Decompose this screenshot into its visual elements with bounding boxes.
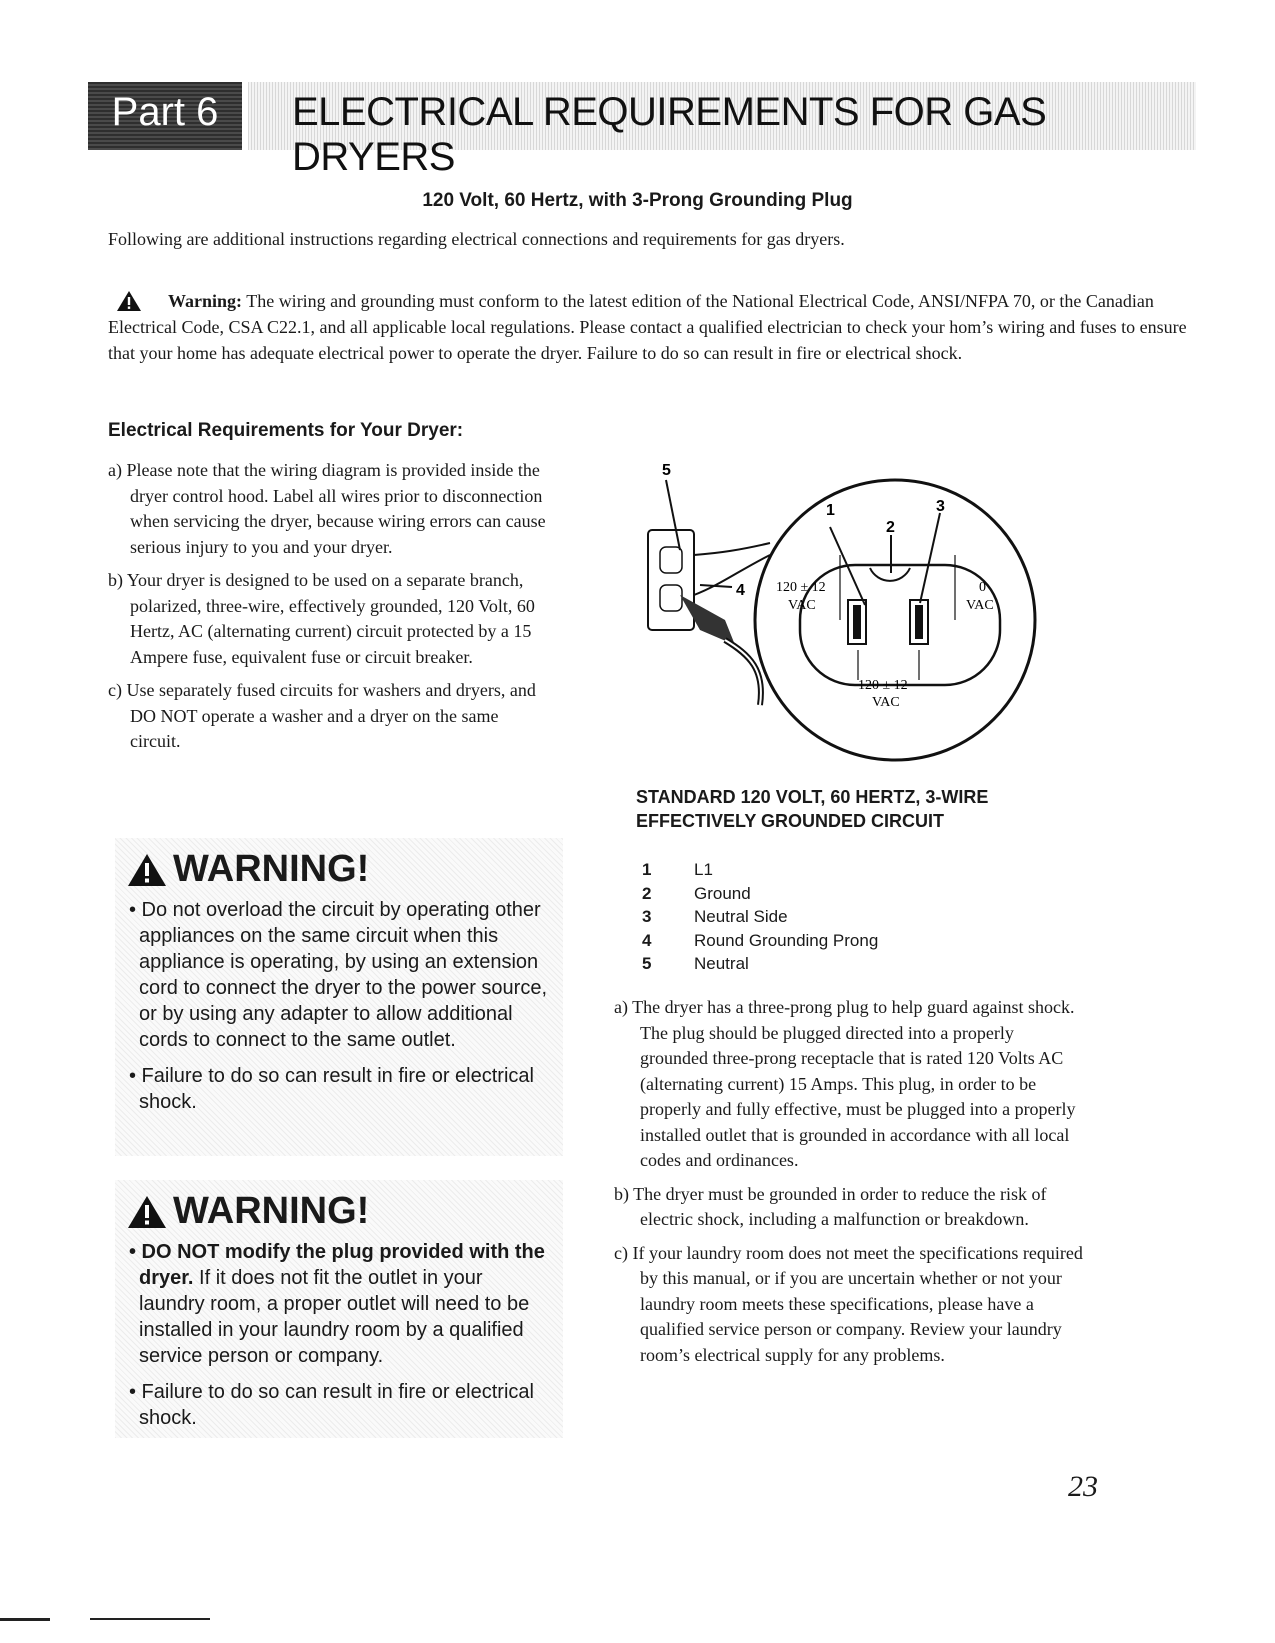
warning-triangle-icon [127, 1195, 167, 1229]
callout-3: 3 [936, 498, 945, 515]
legend-number: 2 [642, 883, 652, 903]
warning-box-text [115, 1239, 563, 1431]
voltage-right: 0 [979, 580, 986, 595]
legend-row [636, 929, 878, 953]
callout-4: 4 [736, 582, 745, 599]
legend-number: 1 [642, 860, 652, 879]
warning-box-header [127, 1190, 563, 1233]
voltage-left-unit: VAC [788, 598, 816, 613]
part-label-box [88, 82, 242, 150]
page-banner [88, 82, 1196, 179]
legend-label: L1 [694, 860, 713, 879]
callout-5: 5 [662, 462, 671, 479]
diagram-legend [636, 858, 878, 976]
warning-bullet-bold: • DO NOT modify the plug provided with the dryer. [129, 1241, 545, 1289]
legend-number: 3 [642, 907, 652, 926]
legend-label: Neutral Side [694, 907, 788, 926]
warning-box-overload [115, 838, 563, 1156]
warning-bullet: • Failure to do so can result in fire or electrical shock. [129, 1381, 534, 1429]
legend-number: 5 [642, 954, 652, 973]
page-title: ELECTRICAL REQUIREMENTS FOR GAS DRYERS [292, 90, 1047, 179]
warning-box-title: WARNING! [173, 848, 370, 890]
section-heading: 120 Volt, 60 Hertz, with 3-Prong Grounding Plug [422, 190, 853, 211]
plug-notes-list [614, 995, 1084, 1376]
warning-box-title: WARNING! [173, 1190, 370, 1232]
callout-2: 2 [886, 519, 895, 536]
legend-label: Neutral [694, 954, 749, 973]
warning-triangle-icon [127, 853, 167, 887]
warning-box-text [115, 897, 563, 1115]
voltage-bottom-unit: VAC [872, 695, 900, 710]
warning-bullet [129, 1239, 551, 1369]
legend-row [636, 952, 878, 976]
page-number: 23 [1068, 1470, 1098, 1503]
voltage-left: 120 ± 12 [776, 580, 826, 595]
warning-box-header [127, 848, 563, 891]
title-box [248, 82, 1196, 179]
requirement-item-c: c) Use separately fused circuits for washers and dryers, and DO NOT operate a washer and a dryer on the same circuit. [108, 680, 536, 751]
warning-note-label: Warning: [168, 291, 243, 311]
requirement-item-a: a) Please note that the wiring diagram is provided inside the dryer control hood. Label all wires prior to disconnection when servicing the dryer, because wiring errors can cause serious injury to you and your dryer. [108, 460, 546, 557]
warning-bullet: • Failure to do so can result in fire or electrical shock. [129, 1065, 534, 1113]
footer-rule [90, 1618, 210, 1620]
legend-number: 4 [642, 930, 652, 950]
legend-row [636, 858, 878, 882]
plug-note-c: c) If your laundry room does not meet the specifications required by this manual, or if you are uncertain whether or not your laundry room meets these specifications, please have a qualified service person or company. Review your laundry room’s electrical supply for any problems. [614, 1242, 1083, 1365]
warning-note [108, 288, 1188, 366]
plug-note-b: b) The dryer must be grounded in order to reduce the risk of electric shock, including a malfunction or breakdown. [614, 1183, 1047, 1229]
section-intro: Following are additional instructions regarding electrical connections and requirements for gas dryers. [108, 229, 845, 249]
warning-bullet-rest: If it does not fit the outlet in your laundry room, a proper outlet will need to be installed in your laundry room by a qualified service person or company. [139, 1267, 530, 1367]
requirements-heading: Electrical Requirements for Your Dryer: [108, 420, 464, 441]
legend-label: Ground [694, 883, 751, 903]
plug-note-a: a) The dryer has a three-prong plug to help guard against shock. The plug should be plugged directed into a properly grounded three-prong receptacle that is rated 120 Volts AC (alternating current) 15 Amps. This plug, in order to be properly and fully effective, must be plugged into a properly installed outlet that is grounded in accordance with all local codes and ordinances. [614, 997, 1076, 1170]
warning-box-plug [115, 1180, 563, 1438]
warning-triangle-icon [116, 290, 142, 312]
requirements-list [108, 458, 548, 763]
warning-bullet: • Do not overload the circuit by operating other appliances on the same circuit when this appliance is operating, by using an extension cord to connect the dryer to the power source, or by using any adapter to allow additional cords to connect to the same outlet. [129, 899, 547, 1051]
voltage-right-unit: VAC [966, 598, 994, 613]
legend-row [636, 905, 878, 929]
voltage-bottom: 120 ± 12 [858, 678, 908, 693]
footer-rule [0, 1618, 50, 1621]
warning-note-text: The wiring and grounding must conform to the latest edition of the National Electrical Code, ANSI/NFPA 70, or the Canadian Electrical Code, CSA C22.1, and all applicable local regulations. Please contact a qualified electrician to check your hom’s wiring and fuses to ensure that your home has adequate electrical power to operate the dryer. Failure to do so can result in fire or electrical shock. [108, 291, 1187, 363]
outlet-diagram [640, 455, 1060, 775]
requirement-item-b: b) Your dryer is designed to be used on a separate branch, polarized, three-wire, effectively grounded, 120 Volt, 60 Hertz, AC (alternating current) circuit protected by a 15 Ampere fuse, equivalent fuse or circuit breaker. [108, 570, 535, 667]
callout-1: 1 [826, 502, 835, 519]
legend-row [636, 882, 878, 906]
part-label: Part 6 [111, 90, 219, 134]
legend-label: Round Grounding Prong [694, 930, 879, 950]
diagram-caption: STANDARD 120 VOLT, 60 HERTZ, 3-WIRE EFFECTIVELY GROUNDED CIRCUIT [636, 787, 989, 831]
